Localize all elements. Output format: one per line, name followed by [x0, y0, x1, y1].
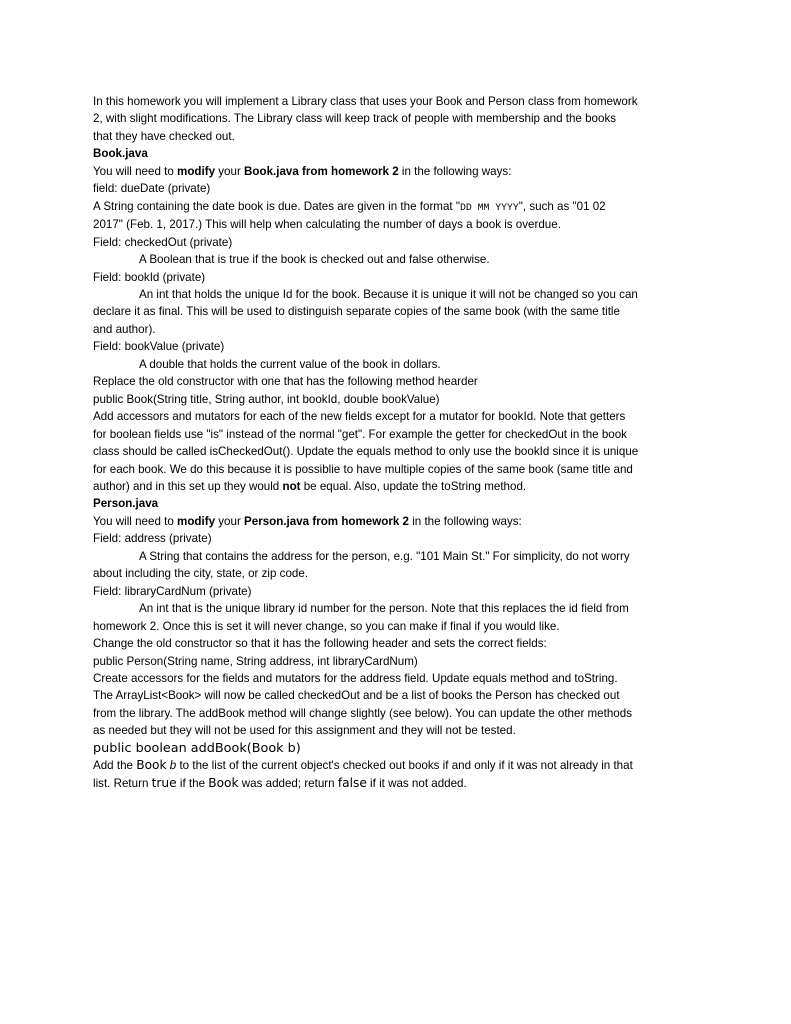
text-span: to the list of the current object's checked out books if and only if it was not already in that	[176, 759, 633, 773]
text-span: if the	[176, 776, 209, 790]
field-bookvalue-desc: A double that holds the current value of the book in dollars.	[139, 357, 441, 371]
text-line: The ArrayList<Book> will now be called checkedOut and be a list of books the Person has checked out	[93, 689, 620, 703]
text-line: from the library. The addBook method will change slightly (see below). You can update the other methods	[93, 706, 632, 720]
code-text: false	[337, 775, 367, 790]
text-span: You will need to	[93, 514, 178, 528]
book-constructor-intro: Replace the old constructor with one that has the following method hearder	[93, 375, 478, 389]
text-line: that they have checked out.	[93, 129, 235, 143]
person-constructor-intro: Change the old constructor so that it has the following header and sets the correct fields:	[93, 637, 547, 651]
bold-text: modify	[177, 514, 216, 528]
book-constructor-signature: public Book(String title, String author, int bookId, double bookValue)	[93, 392, 440, 406]
field-checkedout-desc: A Boolean that is true if the book is checked out and false otherwise.	[139, 253, 490, 267]
intro-paragraph	[93, 93, 703, 145]
text-span: in the following ways:	[408, 514, 522, 528]
code-text: true	[151, 775, 177, 790]
text-line: Create accessors for the fields and mutators for the address field. Update equals method and toString.	[93, 671, 618, 685]
text-span: You will need to	[93, 164, 178, 178]
text-line: as needed but they will not be used for this assignment and they will not be tested.	[93, 724, 516, 738]
field-address-label: Field: address (private)	[93, 532, 212, 546]
addbook-desc-line	[93, 775, 703, 792]
text-line: In this homework you will implement a Library class that uses your Book and Person class from homework	[93, 95, 638, 108]
book-modify-line	[93, 163, 703, 180]
addbook-desc-line	[93, 757, 703, 774]
text-line: class should be called isCheckedOut(). Update the equals method to only use the bookId since it is unique	[93, 445, 639, 459]
text-span: be equal. Also, update the toString method.	[300, 479, 527, 493]
text-span: list. Return	[93, 776, 152, 790]
document-page	[93, 93, 703, 792]
text-line: and author).	[93, 322, 156, 336]
addbook-signature: public boolean addBook(Book b)	[93, 740, 301, 756]
field-duedate-desc	[93, 198, 703, 216]
field-bookvalue-label: Field: bookValue (private)	[93, 340, 225, 354]
field-bookid-label: Field: bookId (private)	[93, 270, 206, 284]
text-line: for boolean fields use "is" instead of the normal "get". For example the getter for checkedOut in the book	[93, 427, 627, 441]
bold-text: Book.java from homework 2	[244, 164, 399, 178]
field-checkedout-label: Field: checkedOut (private)	[93, 235, 233, 249]
field-bookid-desc: An int that holds the unique Id for the book. Because it is unique it will not be changed so you can	[139, 287, 638, 301]
bold-text: Person.java from homework 2	[244, 514, 409, 528]
text-span: your	[215, 514, 245, 528]
bold-text: not	[282, 479, 301, 493]
field-address-desc: A String that contains the address for the person, e.g. "101 Main St." For simplicity, do not worry	[139, 549, 630, 563]
book-java-heading: Book.java	[93, 147, 148, 161]
text-line: for each book. We do this because it is possiblie to have multiple copies of the same book (same title and	[93, 462, 633, 476]
field-duedate-label: field: dueDate (private)	[93, 182, 211, 196]
text-span: ", such as "01 02	[518, 199, 606, 213]
field-librarycardnum-desc: An int that is the unique library id number for the person. Note that this replaces the id field from	[139, 602, 629, 616]
text-line: 2017" (Feb. 1, 2017.) This will help when calculating the number of days a book is overdue.	[93, 218, 561, 232]
text-span: Add the	[93, 759, 137, 773]
italic-text: b	[169, 759, 177, 773]
code-text: Book	[136, 758, 167, 773]
text-span: A String containing the date book is due. Dates are given in the format "	[93, 199, 460, 213]
text-span: in the following ways:	[398, 164, 512, 178]
text-line: Add accessors and mutators for each of the new fields except for a mutator for bookId. Note that getters	[93, 410, 626, 424]
text-line: declare it as final. This will be used to distinguish separate copies of the same book (with the same title	[93, 305, 620, 319]
text-span: was added; return	[238, 776, 338, 790]
date-format-code: DD MM YYYY	[459, 201, 519, 213]
text-line: 2, with slight modifications. The Library class will keep track of people with membership and the books	[93, 112, 617, 126]
person-java-heading: Person.java	[93, 497, 159, 511]
text-span: if it was not added.	[366, 776, 467, 790]
bold-text: modify	[177, 164, 216, 178]
code-text: Book	[208, 775, 239, 790]
person-constructor-signature: public Person(String name, String address, int libraryCardNum)	[93, 654, 418, 668]
text-line	[93, 478, 703, 495]
text-span: your	[215, 164, 245, 178]
text-span: author) and in this set up they would	[93, 479, 283, 493]
field-librarycardnum-label: Field: libraryCardNum (private)	[93, 584, 252, 598]
person-modify-line	[93, 513, 703, 530]
text-line: about including the city, state, or zip code.	[93, 567, 309, 581]
text-line: homework 2. Once this is set it will never change, so you can make if final if you would like.	[93, 619, 560, 633]
